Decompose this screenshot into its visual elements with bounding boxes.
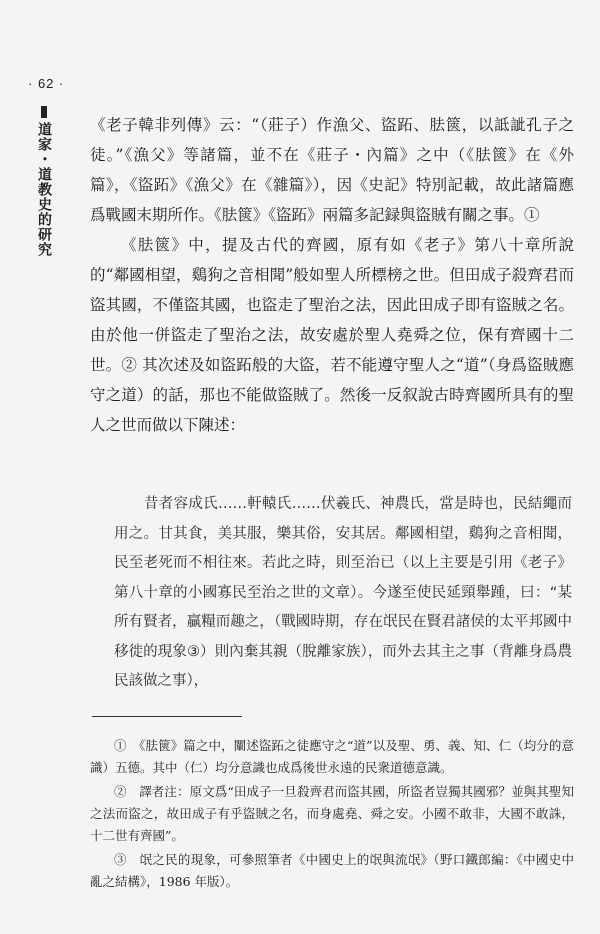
footnote-1: ① 《胠篋》篇之中，闡述盜跖之徒應守之“道”以及聖、勇、義、知、仁（均分的意識）五德。其中（仁）均分意識也成爲後世永遠的民衆道德意識。: [90, 738, 574, 775]
paragraph-2: 《胠篋》中，提及古代的齊國，原有如《老子》第八十章所說的“鄰國相望，鷄狗之音相聞”般如聖人所標榜之世。但田成子殺齊君而盜其國，不僅盜其國，也盜走了聖治之法，因此田成子即有盜賊之名。由於他一併盜走了聖治之法，故安處於聖人堯舜之位，保有齊國十二世。② 其次述及如盜跖般的大盜，若不能遵守聖人之“道”（身爲盜賊應守之道）的話，那也不能做盜賊了。然後一反叙說古時齊國所具有的聖人之世而做以下陳述：: [90, 236, 574, 434]
running-header-text: 道家・道教史的研究: [36, 122, 52, 257]
paragraph-1: 《老子韓非列傳》云：“（莊子）作漁父、盜跖、胠篋，以詆訿孔子之徒。”《漁父》等諸篇，並不在《莊子・內篇》之中（《胠篋》在《外篇》，《盜跖》《漁父》在《雜篇》），因《史記》特別記載，故此諸篇應爲戰國末期所作。《胠篋》《盜跖》兩篇多記録與盜賊有關之事。①: [90, 116, 574, 224]
body-text: [90, 110, 574, 440]
running-header: [32, 106, 52, 257]
block-quote: [114, 490, 572, 697]
footnotes: [90, 735, 574, 895]
header-bar-mark: [41, 106, 47, 118]
footnote-3: ③ 氓之民的現象，可參照筆者《中國史上的氓與流氓》（野口鐵郎編：《中國史中亂之結構》，1986 年版）。: [90, 852, 574, 889]
page-number: · 62 ·: [28, 76, 65, 91]
footnote-divider: [92, 716, 242, 717]
footnote-2: ② 譯者注：原文爲“田成子一旦殺齊君而盜其國，所盜者豈獨其國邪？並與其聖知之法而盜之，故田成子有乎盜賊之名，而身處堯、舜之安。小國不敢非，大國不敢誅，十二世有齊國”。: [90, 784, 574, 843]
block-quote-text: 昔者容成氏……軒轅氏……伏羲氏、神農氏，當是時也，民結繩而用之。甘其食，美其服，樂其俗，安其居。鄰國相望，鷄狗之音相聞，民至老死而不相往來。若此之時，則至治已（以上主要是引用《老子》第八十章的小國寡民至治之世的文章）。今遂至使民延頸舉踵，曰：“某所有賢者，贏糧而趣之，（戰國時期，存在氓民在賢君諸侯的太平邦國中移徙的現象③）則內棄其親（脫離家族），而外去其主之事（背離身爲農民該做之事），: [114, 496, 572, 689]
